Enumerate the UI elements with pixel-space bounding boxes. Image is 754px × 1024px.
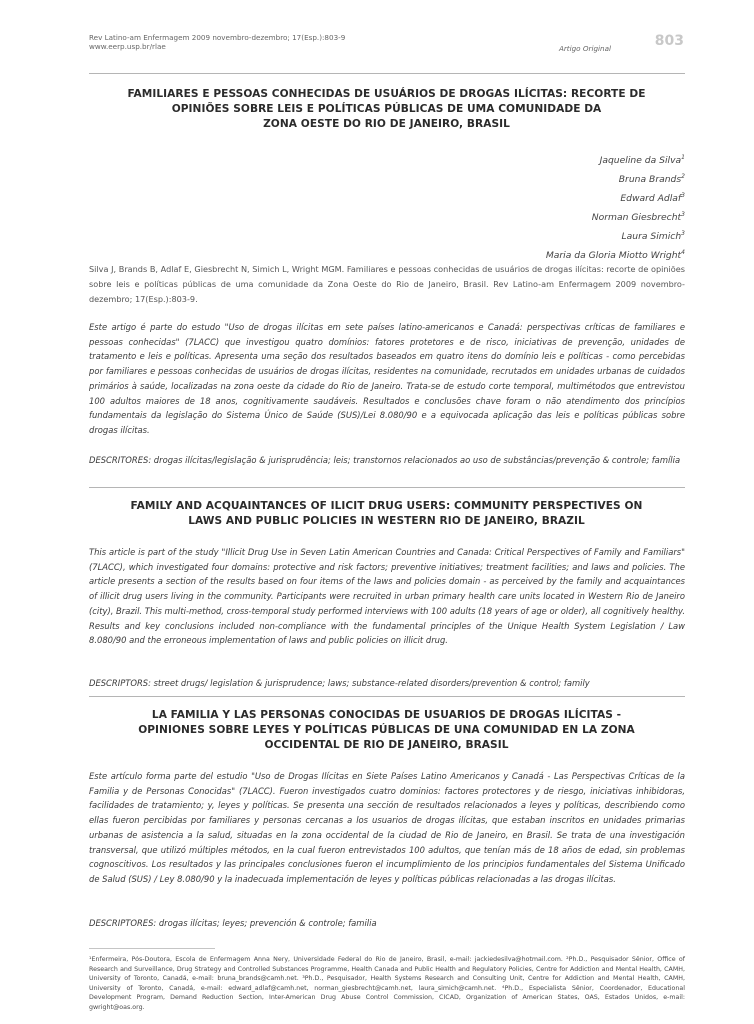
author-entry bbox=[546, 226, 685, 245]
affiliation-mark: 3 bbox=[681, 192, 685, 200]
citation-reference: Silva J, Brands B, Adlaf E, Giesbrecht N, Simich L, Wright MGM. Familiares e pessoas conhecidas de usuários de drogas ilícitas: recorte de opiniões sobre leis e políticas públicas de uma comunidade da Zona Oeste do Rio de Janeiro, Brasil. Rev Latino-am Enfermagem 2009 novembro-dezembro; 17(Esp.):803-9. bbox=[89, 264, 685, 305]
affiliation-footnote: ¹Enfermeira, Pós-Doutora, Escola de Enfermagem Anna Nery, Universidade Federal do Rio de Janeiro, Brasil, e-mail: jackiedesilva@hotmail.com. ²Ph.D., Pesquisador Sênior, Office of Research and Surveillance, Drug Strategy and Controlled Substances Programme, Health Canada and Public Health and Regulatory Policies, Centre for Addiction and Mental Health, CAMH, University of Toronto, Canadá, e-mail: bruna_brands@camh.net. ³Ph.D., Pesquisador, Health Systems Research and Consulting Unit, Centre for Addiction and Mental Health, CAMH, University of Toronto, Canadá, e-mail: edward_adlaf@camh.net, norman_giesbrecht@camh.net, laura_simich@camh.net. ⁴Ph.D., Especialista Sênior, Coordenador, Educational Development Program, Demand Reduction Section, Inter-American Drug Abuse Control Commission, CICAD, Organization of American States, OAS, Estados Unidos, e-mail: gwright@oas.org. bbox=[89, 956, 685, 1011]
section-divider bbox=[89, 696, 685, 697]
descriptors-english: DESCRIPTORS: street drugs/ legislation & jurisprudence; laws; substance-related disorders/prevention & control; family bbox=[89, 678, 590, 688]
affiliation-mark: 3 bbox=[681, 230, 685, 238]
article-type-label: Artigo Original bbox=[558, 44, 611, 53]
title-line: FAMILY AND ACQUAINTANCES OF ILICIT DRUG USERS: COMMUNITY PERSPECTIVES ON bbox=[130, 500, 643, 512]
author-entry bbox=[546, 207, 685, 226]
title-line: OPINIÕES SOBRE LEIS E POLÍTICAS PÚBLICAS DE UMA COMUNIDADE DA bbox=[171, 103, 602, 115]
author-list bbox=[546, 150, 685, 264]
author-name: Jaqueline da Silva bbox=[599, 155, 682, 167]
author-name: Laura Simich bbox=[621, 231, 682, 243]
footnote-divider bbox=[89, 948, 215, 949]
title-line: LA FAMILIA Y LAS PERSONAS CONOCIDAS DE USUARIOS DE DROGAS ILÍCITAS - bbox=[151, 709, 622, 721]
affiliation-mark: 3 bbox=[681, 211, 685, 219]
descriptors-spanish: DESCRIPTORES: drogas ilícitas; leyes; prevención & controle; familia bbox=[89, 918, 377, 928]
affiliation-mark: 1 bbox=[681, 154, 685, 161]
author-name: Maria da Gloria Miotto Wright bbox=[545, 250, 682, 262]
header-divider bbox=[89, 73, 685, 74]
author-entry bbox=[546, 169, 685, 188]
abstract-english: This article is part of the study "Illicit Drug Use in Seven Latin American Countries and Canada: Critical Perspectives of Family and Familiars" (7LACC), which investigated four domains: protective and risk factors; preventive initiatives; treatment facilities; and laws and policies. The article presents a section of the results based on four items of the laws and policies domain - as perceived by the family and acquaintances of illicit drug users living in the community. Participants were recruited in urban primary health care units located in Western Rio de Janeiro (city), Brazil. This multi-method, cross-temporal study performed interviews with 100 adults (18 years of age or older), all cognitively healthy. Results and key conclusions included non-compliance with the fundamental principles of the Unique Health System Legislation / Law 8.080/90 and the erroneous implementation of laws and public policies on illicit drug. bbox=[89, 547, 685, 646]
journal-url[interactable]: www.eerp.usp.br/rlae bbox=[89, 42, 166, 52]
author-name: Norman Giesbrecht bbox=[591, 212, 682, 224]
author-name: Bruna Brands bbox=[618, 174, 682, 186]
author-entry bbox=[546, 188, 685, 207]
title-english bbox=[89, 499, 684, 529]
author-entry bbox=[546, 150, 685, 169]
title-portuguese bbox=[89, 87, 684, 132]
title-line: FAMILIARES E PESSOAS CONHECIDAS DE USUÁRIOS DE DROGAS ILÍCITAS: RECORTE DE bbox=[127, 88, 646, 100]
journal-citation-line: Rev Latino-am Enfermagem 2009 novembro-dezembro; 17(Esp.):803-9 bbox=[89, 33, 346, 42]
author-name: Edward Adlaf bbox=[620, 193, 682, 205]
title-line: OPINIONES SOBRE LEYES Y POLÍTICAS PÚBLICAS DE UNA COMUNIDAD EN LA ZONA bbox=[138, 724, 635, 736]
title-line: ZONA OESTE DO RIO DE JANEIRO, BRASIL bbox=[263, 118, 510, 130]
page-number: 803 bbox=[654, 33, 684, 49]
title-line: OCCIDENTAL DE RIO DE JANEIRO, BRASIL bbox=[264, 739, 509, 751]
abstract-spanish: Este artículo forma parte del estudio "Uso de Drogas Ilícitas en Siete Países Latino Americanos y Canadá - Las Perspectivas Críticas de la Familia y de Personas Conocidas" (7LACC). Fueron investigados cuatro dominios: factores protectores y de riesgo, iniciativas inhibidoras, facilidades de tratamiento; y, leyes y políticas. Se presenta una sección de resultados relacionados a leyes y políticas, describiendo como ellas fueron percibidas por familiares y personas cercanas a los usuarios de drogas ilícitas, que estaban inscritos en unidades primarias urbanas de asistencia a la salud, situadas en la zona occidental de la ciudad de Rio de Janeiro, en Brasil. Se trata de una investigación transversal, que utilizó múltiples métodos, en la cual fueron entrevistados 100 adultos, que tenían más de 18 años de edad, sin problemas cognoscitivos. Los resultados y las principales conclusiones fueron el incumplimiento de los principios fundamentales del Sistema Unificado de Salud (SUS) / Ley 8.080/90 y la inadecuada implementación de leyes y políticas públicas relacionadas a las drogas ilícitas. bbox=[89, 771, 685, 884]
affiliation-mark: 4 bbox=[681, 249, 685, 257]
title-spanish bbox=[89, 708, 684, 753]
abstract-portuguese: Este artigo é parte do estudo "Uso de drogas ilícitas em sete países latino-americanos e Canadá: perspectivas críticas de familiares e pessoas conhecidas" (7LACC) que investigou quatro domínios: fatores protetores e de risco, iniciativas de prevenção, unidades de tratamento e leis e políticas. Apresenta uma seção dos resultados baseados em quatro itens do domínio leis e políticas - como percebidas por familiares e pessoas conhecidas de usuários de drogas ilícitas, residentes na comunidade, recrutados em unidades urbanas de cuidados primários à saúde, localizadas na zona oeste da cidade do Rio de Janeiro. Trata-se de estudo corte temporal, multimétodos que entrevistou 100 adultos maiores de 18 anos, cognitivamente saudáveis. Resultados e conclusões chave foram o não atendimento dos princípios fundamentais da legislação do Sistema Único de Saúde (SUS)/Lei 8.080/90 e a equivocada aplicação das leis e políticas públicas sobre drogas ilícitas. bbox=[89, 322, 685, 435]
section-divider bbox=[89, 487, 685, 488]
title-line: LAWS AND PUBLIC POLICIES IN WESTERN RIO DE JANEIRO, BRAZIL bbox=[188, 515, 585, 527]
descriptors-portuguese: DESCRITORES: drogas ilícitas/legislação & jurisprudência; leis; transtornos relacionados ao uso de substâncias/prevenção & controle; família bbox=[89, 455, 681, 465]
page-header bbox=[89, 33, 684, 57]
affiliation-mark: 2 bbox=[681, 173, 685, 181]
